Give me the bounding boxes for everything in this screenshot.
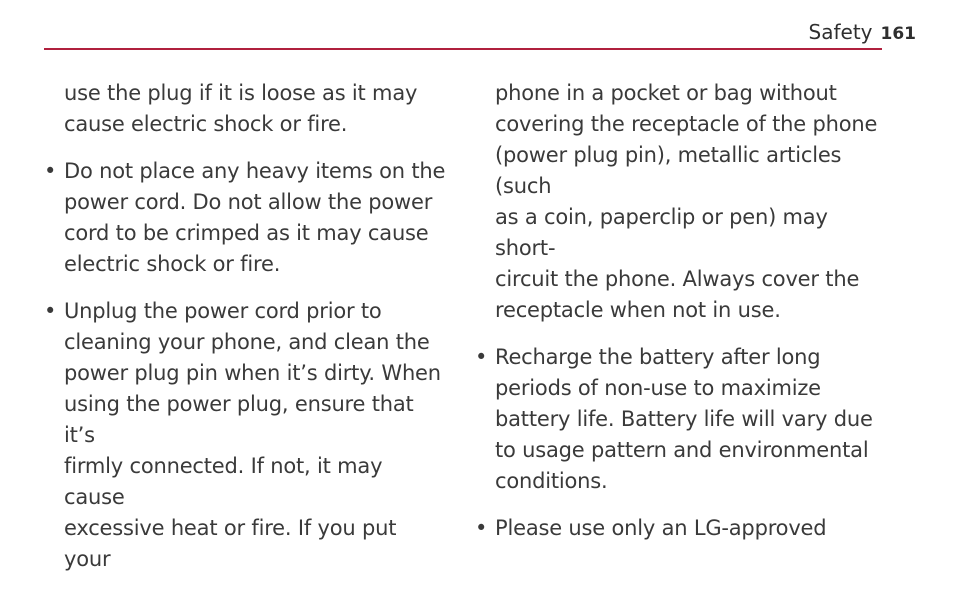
bullet-marker: •	[44, 299, 57, 323]
text-line: Please use only an LG-approved	[495, 516, 827, 540]
page-number: 161	[880, 24, 916, 44]
text-line: receptacle when not in use.	[495, 298, 781, 322]
text-line: battery life. Battery life will vary due	[495, 407, 873, 431]
paragraph	[64, 78, 448, 140]
text-line: conditions.	[495, 469, 608, 493]
left-column	[44, 78, 448, 591]
text-line: cord to be crimped as it may cause	[64, 221, 429, 245]
bullet-item	[44, 296, 448, 575]
bullet-item	[475, 342, 891, 497]
paragraph	[495, 78, 891, 326]
text-line: periods of non-use to maximize	[495, 376, 821, 400]
text-line: (power plug pin), metallic articles (such	[495, 143, 842, 198]
text-line: Unplug the power cord prior to	[64, 299, 382, 323]
text-line: Do not place any heavy items on the	[64, 159, 446, 183]
header-rule	[44, 48, 882, 50]
text-line: using the power plug, ensure that it’s	[64, 392, 414, 447]
text-line: firmly connected. If not, it may cause	[64, 454, 383, 509]
right-column	[475, 78, 891, 560]
text-line: power plug pin when it’s dirty. When	[64, 361, 441, 385]
text-line: phone in a pocket or bag without	[495, 81, 837, 105]
bullet-item	[44, 156, 448, 280]
bullet-marker: •	[475, 516, 488, 540]
text-line: to usage pattern and environmental	[495, 438, 869, 462]
page-header	[809, 20, 916, 44]
bullet-marker: •	[475, 345, 488, 369]
text-line: cleaning your phone, and clean the	[64, 330, 430, 354]
text-line: excessive heat or fire. If you put your	[64, 516, 397, 571]
bullet-item	[475, 513, 891, 544]
text-line: Recharge the battery after long	[495, 345, 821, 369]
text-line: as a coin, paperclip or pen) may short-	[495, 205, 828, 260]
section-title: Safety	[808, 20, 873, 44]
bullet-marker: •	[44, 159, 57, 183]
text-line: covering the receptacle of the phone	[495, 112, 878, 136]
text-line: power cord. Do not allow the power	[64, 190, 433, 214]
text-line: electric shock or fire.	[64, 252, 281, 276]
text-line: use the plug if it is loose as it may	[64, 81, 418, 105]
text-line: circuit the phone. Always cover the	[495, 267, 860, 291]
text-line: cause electric shock or fire.	[64, 112, 348, 136]
